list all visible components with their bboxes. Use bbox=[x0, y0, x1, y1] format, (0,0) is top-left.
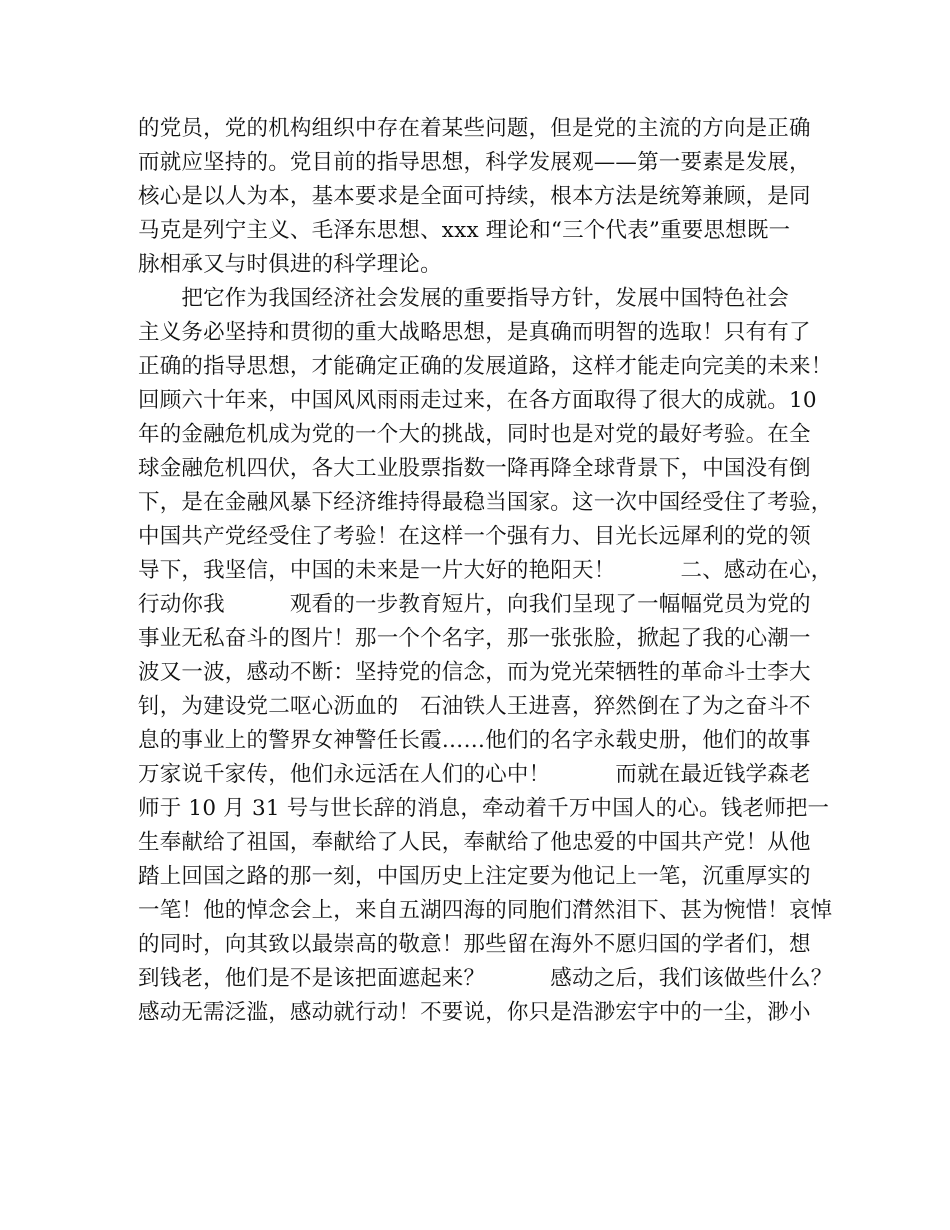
text-line: 而就应坚持的。党目前的指导思想，科学发展观——第一要素是发展， bbox=[138, 150, 811, 175]
text-line: 一笔！他的悼念会上，来自五湖四海的同胞们潸然泪下、甚为惋惜！哀悼 bbox=[138, 898, 833, 923]
text-line: 核心是以人为本，基本要求是全面可持续，根本方法是统筹兼顾，是同 bbox=[138, 184, 811, 209]
text-line: 主义务必坚持和贯彻的重大战略思想，是真确而明智的选取！只有有了 bbox=[138, 320, 811, 345]
text-line: 的同时，向其致以最崇高的敬意！那些留在海外不愿归国的学者们，想 bbox=[138, 932, 811, 957]
text-line: 息的事业上的警界女神警任长霞……他们的名字永载史册，他们的故事 bbox=[138, 728, 811, 753]
text-line: 波又一波，感动不断：坚持党的信念，而为党光荣牺牲的革命斗士李大 bbox=[138, 660, 811, 685]
text-line: 中国共产党经受住了考验！在这样一个强有力、目光长远犀利的党的领 bbox=[138, 524, 811, 549]
text-line: 把它作为我国经济社会发展的重要指导方针，发展中国特色社会 bbox=[138, 286, 790, 311]
text-line: 下，是在金融风暴下经济维持得最稳当国家。这一次中国经受住了考验， bbox=[138, 490, 833, 515]
text-line: 事业无私奋斗的图片！那一个个名字，那一张张脸，掀起了我的心潮一 bbox=[138, 626, 811, 651]
text-line: 行动你我 观看的一步教育短片，向我们呈现了一幅幅党员为党的 bbox=[138, 592, 811, 617]
text-line: 到钱老，他们是不是该把面遮起来？ 感动之后，我们该做些什么？ bbox=[138, 966, 833, 991]
text-line: 导下，我坚信，中国的未来是一片大好的艳阳天！ 二、感动在心， bbox=[138, 558, 833, 583]
text-line: 脉相承又与时俱进的科学理论。 bbox=[138, 252, 442, 277]
text-line: 师于 10 月 31 号与世长辞的消息，牵动着千万中国人的心。钱老师把一 bbox=[138, 796, 830, 821]
text-line: 万家说千家传，他们永远活在人们的心中！ 而就在最近钱学森老 bbox=[138, 762, 811, 787]
text-line: 正确的指导思想，才能确定正确的发展道路，这样才能走向完美的未来！ bbox=[138, 354, 833, 379]
text-line: 回顾六十年来，中国风风雨雨走过来，在各方面取得了很大的成就。10 bbox=[138, 388, 817, 413]
text-line: 球金融危机四伏，各大工业股票指数一降再降全球背景下，中国没有倒 bbox=[138, 456, 811, 481]
text-line: 年的金融危机成为党的一个大的挑战，同时也是对党的最好考验。在全 bbox=[138, 422, 811, 447]
text-line: 感动无需泛滥，感动就行动！不要说，你只是浩渺宏宇中的一尘，渺小 bbox=[138, 1000, 811, 1025]
body-text bbox=[138, 112, 833, 1030]
text-line: 马克是列宁主义、毛泽东思想、xxx 理论和“三个代表”重要思想既一 bbox=[138, 218, 791, 243]
text-line: 踏上回国之路的那一刻，中国历史上注定要为他记上一笔，沉重厚实的 bbox=[138, 864, 811, 889]
text-line: 的党员，党的机构组织中存在着某些问题，但是党的主流的方向是正确 bbox=[138, 116, 811, 141]
text-line: 生奉献给了祖国，奉献给了人民，奉献给了他忠爱的中国共产党！从他 bbox=[138, 830, 811, 855]
text-line: 钊，为建设党二呕心沥血的 石油铁人王进喜，猝然倒在了为之奋斗不 bbox=[138, 694, 811, 719]
